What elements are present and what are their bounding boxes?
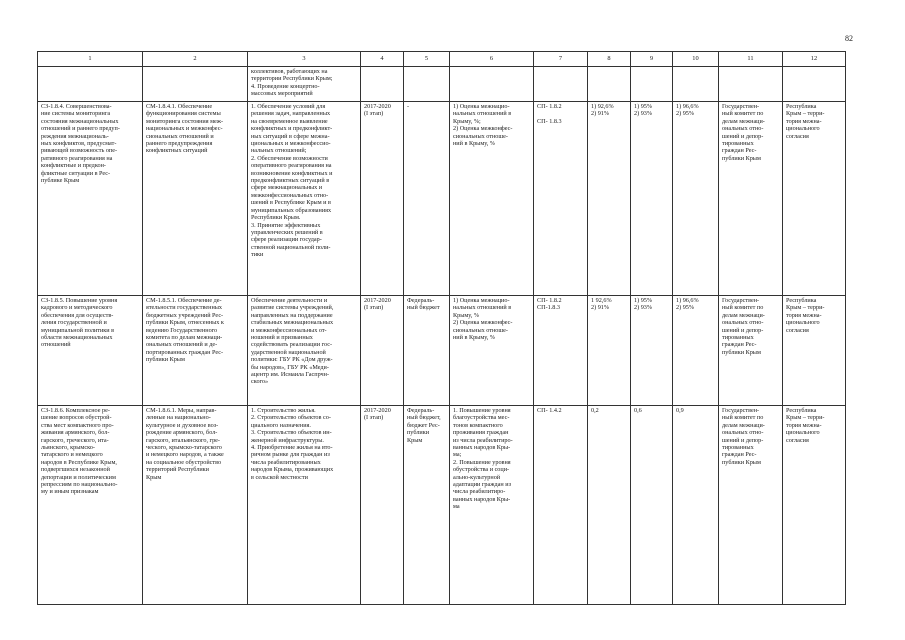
code-cell: СП- 1.8.2 СП- 1.8.3 xyxy=(534,102,588,296)
result-cell: Республика Крым – терри- тория межна- ционального согласия xyxy=(783,406,846,605)
table-cell xyxy=(719,67,783,102)
value-cell: 1) 96,6% 2) 95% xyxy=(673,296,719,406)
table-row xyxy=(38,296,846,406)
column-number-row xyxy=(38,52,846,67)
indicator-cell: 1) Оценка межнацио- нальных отношений в Крыму, % 2) Оценка межконфес- сиональных отноше- ний в Крыму, % xyxy=(450,296,534,406)
column-number: 10 xyxy=(673,52,719,67)
indicator-cell: 1) Оценка межнацио- нальных отношений в Крыму, %; 2) Оценка межконфес- сиональных отноше- ний в Крыму, % xyxy=(450,102,534,296)
program-table xyxy=(37,51,846,605)
indicator-cell: 1. Повышение уровня благоустройства мес- тонов компактного проживания граждан из числа реабилитиро- ванных народов Кры- ма; 2. Повышение уровня обустройства и соци- ально-культурной адаптации граждан из числа реабилитиро- ванных народов Кры- ма xyxy=(450,406,534,605)
table-cell xyxy=(450,67,534,102)
funding-cell: Федераль- ный бюджет xyxy=(404,296,450,406)
measure-cell: СМ-1.8.4.1. Обеспечение функционирования системы мониторинга состояния меж- национальных и межконфес- сиональных отношений и раннего предупреждения конфликтных ситуаций xyxy=(143,102,248,296)
result-cell: Республика Крым – терри- тория межна- ционального согласия xyxy=(783,102,846,296)
column-number: 11 xyxy=(719,52,783,67)
column-number: 5 xyxy=(404,52,450,67)
responsible-cell: Государствен- ный комитет по делам межнаци- ональных отно- шений и депор- тированных граждан Рес- публики Крым xyxy=(719,296,783,406)
activity-cell: 1. Строительство жилья. 2. Строительство объектов со- циального назначения. 3. Строительство объектов ин- женерной инфраструктуры. 4. Приобретение жилья на вто- ричном рынке для граждан из числа реабилитированных народов Крыма, проживающих в сельской местности xyxy=(248,406,361,605)
value-cell: 1) 96,6% 2) 95% xyxy=(673,102,719,296)
value-cell: 0,2 xyxy=(588,406,631,605)
responsible-cell: Государствен- ный комитет по делам межнаци- ональных отно- шений и депор- тированных граждан Рес- публики Крым xyxy=(719,102,783,296)
column-number: 3 xyxy=(248,52,361,67)
table-cell xyxy=(38,67,143,102)
table-row xyxy=(38,102,846,296)
table-cell xyxy=(143,67,248,102)
funding-cell: Федераль- ный бюджет, бюджет Рес- публики Крым xyxy=(404,406,450,605)
value-cell: 1) 95% 2) 93% xyxy=(631,296,673,406)
code-cell: СП- 1.8.2 СП-1.8.3 xyxy=(534,296,588,406)
table-cell xyxy=(534,67,588,102)
value-cell: 1 92,6% 2) 91% xyxy=(588,296,631,406)
value-cell: 1) 95% 2) 93% xyxy=(631,102,673,296)
column-number: 9 xyxy=(631,52,673,67)
column-number: 4 xyxy=(361,52,404,67)
table-cell xyxy=(673,67,719,102)
table-cell xyxy=(783,67,846,102)
result-cell: Республика Крым – терри- тория межна- ционального согласия xyxy=(783,296,846,406)
activity-cell: Обеспечение деятельности и развитие системы учреждений, направленных на поддержание стабильных межнациональных и межконфессиональных от- ношений и призванных содействовать реализации гос- ударственной национальной политики: ГБУ РК «Дом друж- бы народов», ГБУ РК «Меди- ацентр им. Исмаила Гаспрчн- ского» xyxy=(248,296,361,406)
column-number: 12 xyxy=(783,52,846,67)
value-cell: 0,6 xyxy=(631,406,673,605)
table-cell xyxy=(361,67,404,102)
table-cell: коллективов, работающих на территории Республики Крым; 4. Проведение концертно- массовых мероприятий xyxy=(248,67,361,102)
column-number: 8 xyxy=(588,52,631,67)
column-number: 7 xyxy=(534,52,588,67)
task-cell: СЗ-1.8.4. Совершенствова- ние системы мониторинга состояния межнациональных отношений и раннего предуп- реждения межнациональ- ных конфликтов, предусмат- ривающей возможность опе- ративного реагирования на конфликтные и предкон- фликтные ситуации в Рес- публике Крым xyxy=(38,102,143,296)
period-cell: 2017-2020 (I этап) xyxy=(361,406,404,605)
table-cell xyxy=(404,67,450,102)
column-number: 1 xyxy=(38,52,143,67)
table-cell xyxy=(631,67,673,102)
responsible-cell: Государствен- ный комитет по делам межнаци- ональных отно- шений и депор- тированных граждан Рес- публики Крым xyxy=(719,406,783,605)
activity-cell: 1. Обеспечение условий для решения задач, направленных на своевременное выявление конфликтных и предконфликт- ных ситуаций в сфере межна- циональных и межконфессио- нальных отношений; 2. Обеспечение возможности оперативного реагирования на возникновение конфликтных и предконфликтных ситуаций в сфере межнациональных и межконфессиональных отно- шений в Республике Крым и в муниципальных образованиях Республики Крым. 3. Принятие эффективных управленческих решений в сфере реализации государ- ственной национальной поли- тики xyxy=(248,102,361,296)
value-cell: 0,9 xyxy=(673,406,719,605)
funding-cell: - xyxy=(404,102,450,296)
task-cell: СЗ-1.8.6. Комплексное ре- шение вопросов обустрой- ства мест компактного про- живания армянского, бол- гарского, греческого, ита- льянского, крымско- татарского и немецкого народов в Республике Крым, подвергшихся незаконной депортации и политическим репрессиям по национально- му и иным признакам xyxy=(38,406,143,605)
table-row xyxy=(38,67,846,102)
column-number: 6 xyxy=(450,52,534,67)
column-number: 2 xyxy=(143,52,248,67)
table-cell xyxy=(588,67,631,102)
measure-cell: СМ-1.8.6.1. Меры, направ- ленные на национально- культурное и духовное воз- рождение армянского, бол- гарского, итальянского, гре- ческого, крымско-татарского и немецкого народов, а также на социальное обустройство территорий Республики Крым xyxy=(143,406,248,605)
task-cell: СЗ-1.8.5. Повышение уровня кадрового и методического обеспечения для осуществ- ления государственной и муниципальной политики в области межнациональных отношений xyxy=(38,296,143,406)
period-cell: 2017-2020 (I этап) xyxy=(361,296,404,406)
value-cell: 1) 92,6% 2) 91% xyxy=(588,102,631,296)
page-number: 82 xyxy=(845,34,853,43)
table-row xyxy=(38,406,846,605)
period-cell: 2017-2020 (I этап) xyxy=(361,102,404,296)
measure-cell: СМ-1.8.5.1. Обеспечение де- ятельности государственных бюджетных учреждений Рес- публики Крым, отнесенных к ведению Государственного комитета по делам межнаци- ональных отношений и де- портированных граждан Рес- публики Крым xyxy=(143,296,248,406)
code-cell: СП- 1.4.2 xyxy=(534,406,588,605)
